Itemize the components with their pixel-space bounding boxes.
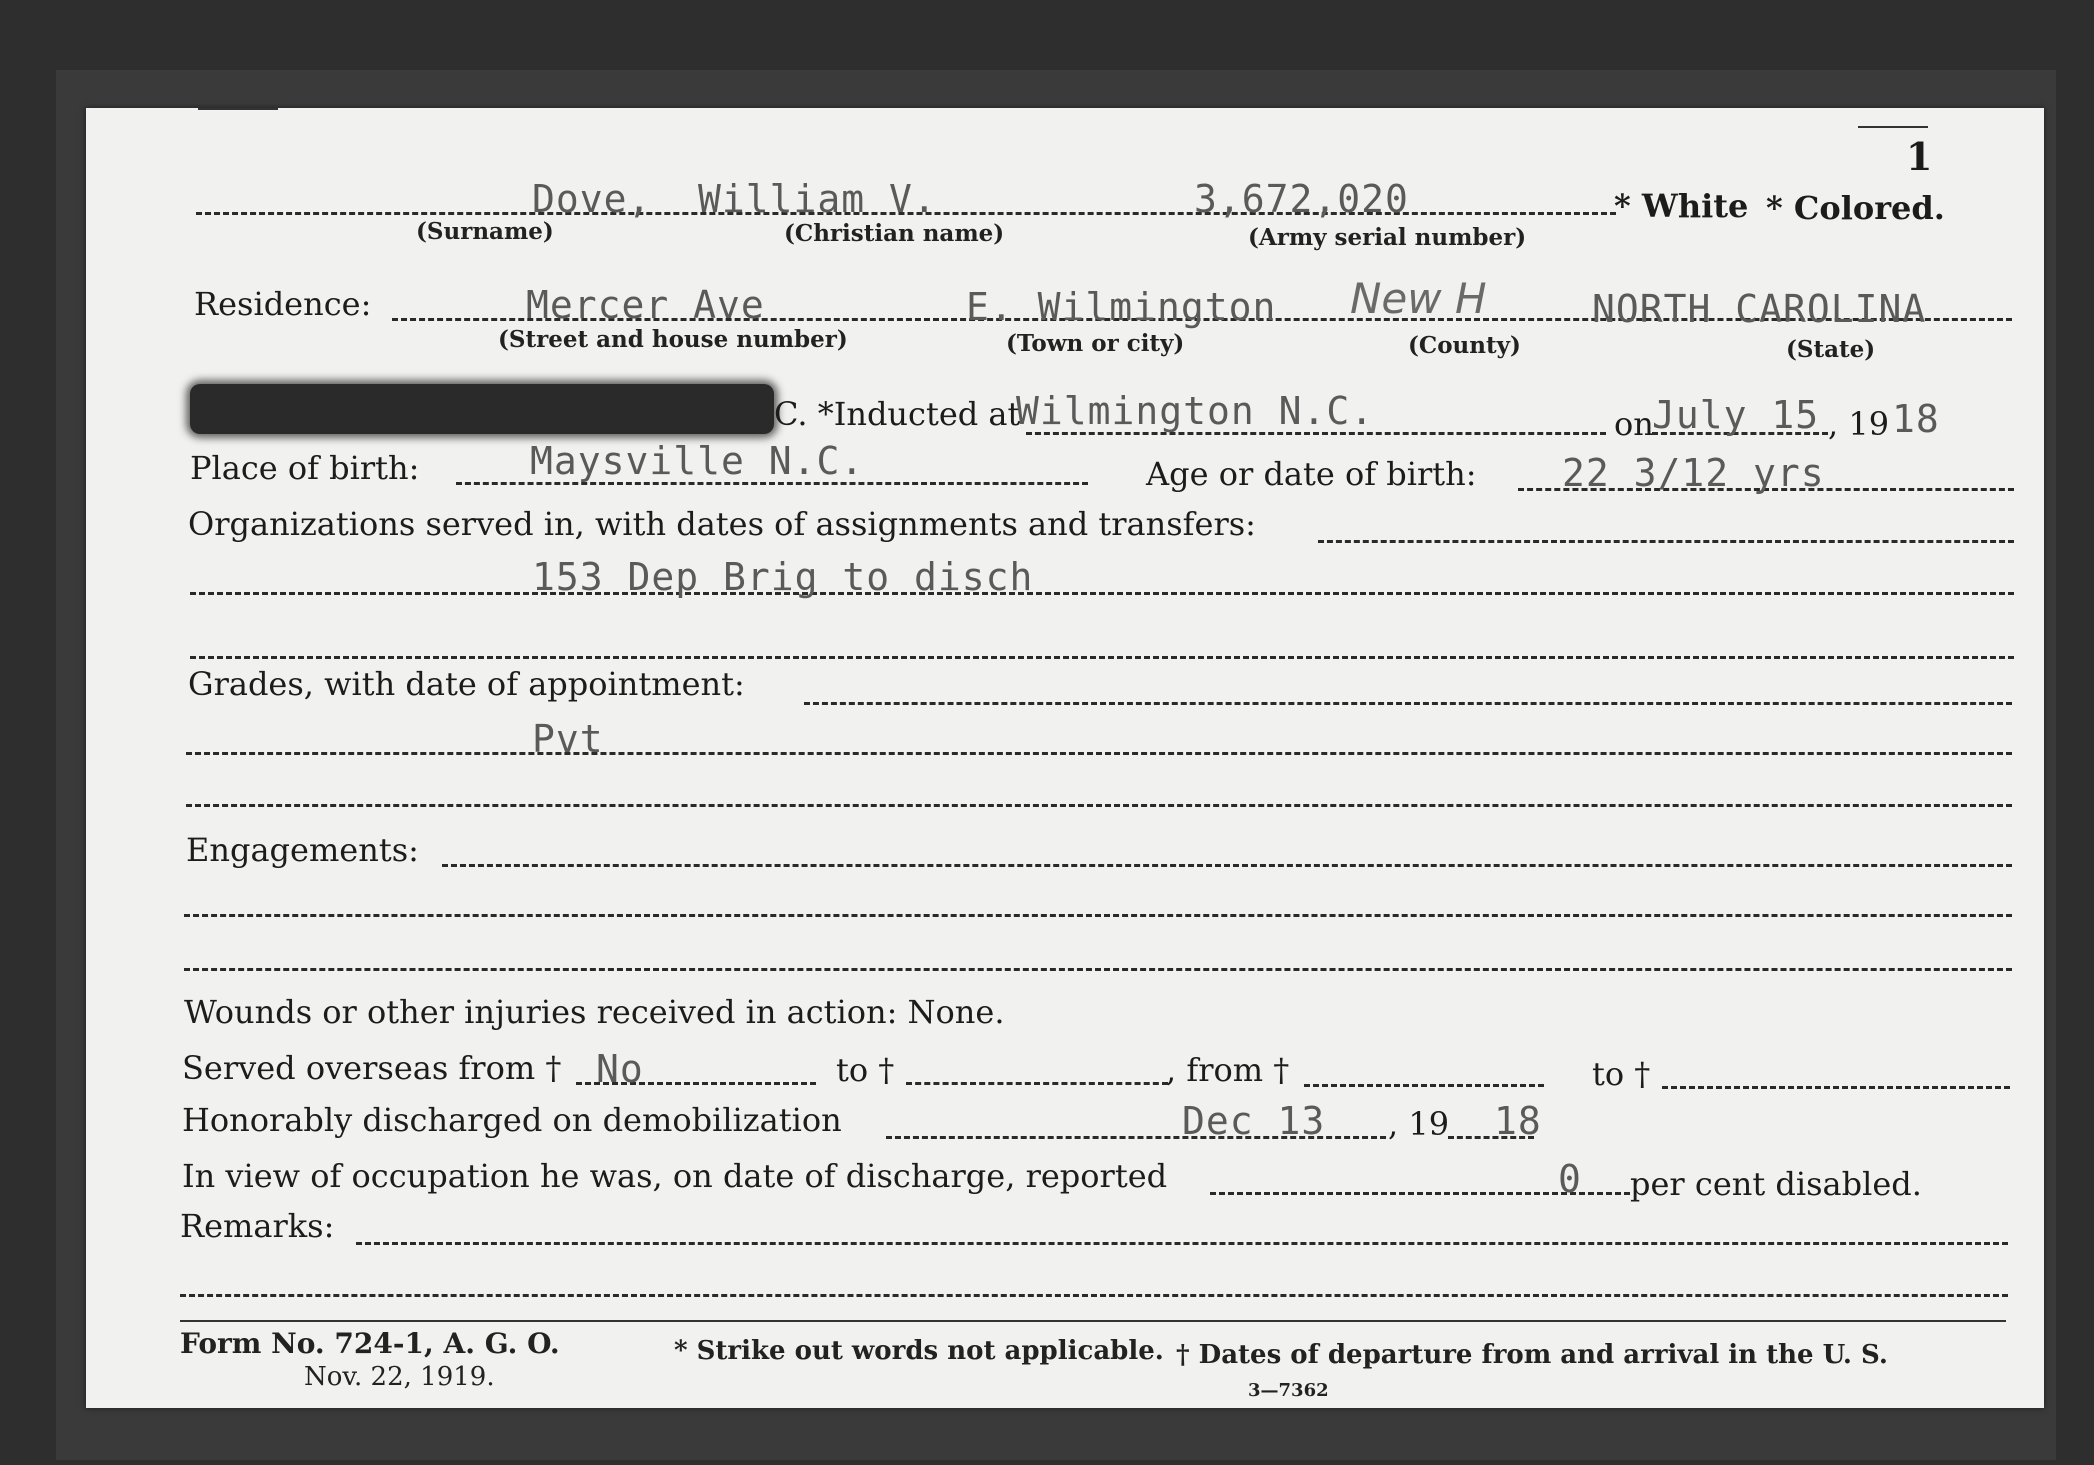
record-card xyxy=(86,108,2044,1408)
surname-value: Dove, xyxy=(532,177,652,221)
christian-name-value: William V. xyxy=(698,177,937,221)
discharge-date-value: Dec 13 xyxy=(1182,1099,1326,1143)
race-colored: * Colored. xyxy=(1766,189,1945,227)
state-value: NORTH CAROLINA xyxy=(1592,287,1927,331)
disability-label: In view of occupation he was, on date of discharge, reported xyxy=(182,1157,1168,1195)
induction-year-prefix: , 19 xyxy=(1828,405,1890,443)
form-date: Nov. 22, 1919. xyxy=(304,1362,495,1392)
inducted-place-value: Wilmington N.C. xyxy=(1016,389,1375,433)
overseas-to2-label: to † xyxy=(1592,1055,1651,1093)
age-value: 22 3/12 yrs xyxy=(1562,451,1825,495)
remarks-label: Remarks: xyxy=(180,1207,335,1245)
overseas-to-label: to † xyxy=(836,1051,895,1089)
grades-line-2 xyxy=(186,752,2012,755)
remarks-line-1 xyxy=(356,1242,2008,1245)
place-of-birth-value: Maysville N.C. xyxy=(530,439,865,483)
overseas-from2-label: , from † xyxy=(1166,1051,1290,1089)
on-label: on xyxy=(1614,405,1654,443)
age-label: Age or date of birth: xyxy=(1146,455,1477,493)
caption-town: (Town or city) xyxy=(1006,330,1185,357)
organizations-label: Organizations served in, with dates of assignments and transfers: xyxy=(188,505,1256,543)
induction-date-value: July 15 xyxy=(1652,393,1820,437)
wounds-label: Wounds or other injuries received in action: None. xyxy=(184,993,1005,1031)
engagements-line-1 xyxy=(442,864,2012,867)
overseas-label: Served overseas from † xyxy=(182,1049,562,1087)
grades-value: Pvt xyxy=(532,717,604,761)
caption-county: (County) xyxy=(1408,332,1521,359)
caption-street: (Street and house number) xyxy=(498,326,848,353)
footer-rule xyxy=(180,1320,2006,1322)
dates-note: † Dates of departure from and arrival in the U. S. xyxy=(1176,1340,1888,1370)
engagements-line-2 xyxy=(184,914,2012,917)
disability-suffix: per cent disabled. xyxy=(1630,1165,1922,1203)
street-value: Mercer Ave xyxy=(526,283,765,327)
top-mark-line xyxy=(198,108,278,110)
overseas-to2-line xyxy=(1662,1086,2010,1089)
grades-line-3 xyxy=(186,804,2012,807)
town-value: E. Wilmington xyxy=(966,285,1277,329)
remarks-line-2 xyxy=(180,1294,2008,1297)
card-number-line xyxy=(1858,126,1928,128)
disability-value: 0 xyxy=(1558,1157,1582,1201)
overseas-from-value: No xyxy=(596,1047,644,1091)
strike-note: * Strike out words not applicable. xyxy=(674,1336,1164,1366)
place-of-birth-label: Place of birth: xyxy=(190,449,420,487)
engagements-label: Engagements: xyxy=(186,831,419,869)
discharge-year-value: 18 xyxy=(1494,1099,1542,1143)
overseas-from2-line xyxy=(1304,1084,1544,1087)
engagements-line-3 xyxy=(184,968,2012,971)
redaction-smudge xyxy=(190,384,774,434)
inducted-at-label: C. *Inducted at xyxy=(774,395,1021,433)
print-code: 3—7362 xyxy=(1248,1380,1329,1401)
grades-label: Grades, with date of appointment: xyxy=(188,665,745,703)
discharge-year-prefix: , 19 xyxy=(1388,1105,1450,1143)
residence-label: Residence: xyxy=(194,285,372,323)
induction-year-suffix: 18 xyxy=(1892,397,1940,441)
organizations-line-1 xyxy=(1318,540,2014,543)
caption-serial: (Army serial number) xyxy=(1248,224,1527,251)
caption-state: (State) xyxy=(1786,336,1876,363)
caption-christian: (Christian name) xyxy=(784,220,1005,247)
organizations-value: 153 Dep Brig to disch xyxy=(532,555,1034,599)
card-number: 1 xyxy=(1906,134,1933,179)
serial-value: 3,672,020 xyxy=(1194,177,1409,221)
caption-surname: (Surname) xyxy=(416,218,554,245)
overseas-to-line xyxy=(906,1082,1168,1085)
county-value: New H xyxy=(1350,274,1487,323)
race-white: * White xyxy=(1614,187,1749,225)
form-number: Form No. 724-1, A. G. O. xyxy=(180,1327,560,1360)
discharge-label: Honorably discharged on demobilization xyxy=(182,1101,842,1139)
grades-line-1 xyxy=(804,702,2012,705)
organizations-line-3 xyxy=(190,656,2014,659)
organizations-line-2 xyxy=(190,592,2014,595)
